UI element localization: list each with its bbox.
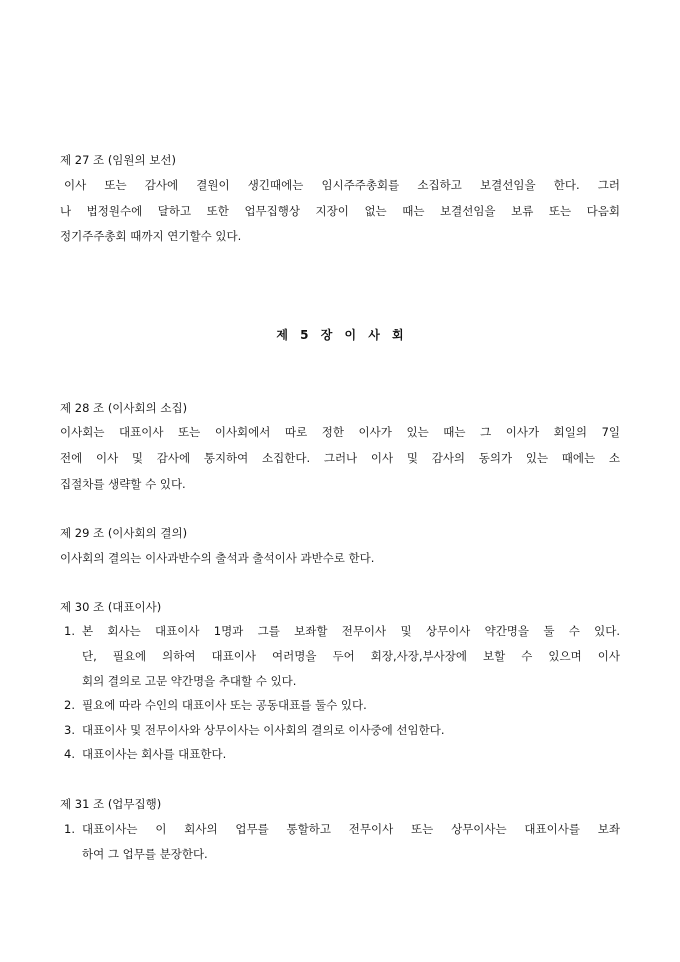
article-28-line-2: 전에 이사 및 감사에 통지하여 소집한다. 그러나 이사 및 감사의 동의가 있는 때에는 소 [60, 451, 620, 465]
article-31-item-1-line-1: 대표이사는 이 회사의 업무를 통할하고 전무이사 또는 상무이사는 대표이사를 보좌 [82, 822, 620, 836]
article-31-item-1-line-2: 하여 그 업무를 분장한다. [82, 847, 208, 861]
article-30-item-3-line-1: 대표이사 및 전무이사와 상무이사는 이사회의 결의로 이사중에 선임한다. [82, 723, 445, 737]
article-30-item-1-line-3: 회의 결의로 고문 약간명을 추대할 수 있다. [82, 674, 297, 688]
article-28-heading: 제 28 조 (이사회의 소집) [60, 401, 188, 415]
article-28-line-3: 집절차를 생략할 수 있다. [60, 477, 186, 491]
article-29-heading: 제 29 조 (이사회의 결의) [60, 526, 188, 540]
article-30-item-3-num: 3. [64, 723, 75, 737]
chapter-title: 제 5 장 이 사 회 [276, 328, 404, 342]
article-31-heading: 제 31 조 (업무집행) [60, 797, 162, 811]
article-31-item-1-num: 1. [64, 822, 75, 836]
article-27-line-3: 정기주주총회 때까지 연기할수 있다. [60, 229, 242, 243]
article-30-item-1-num: 1. [64, 624, 75, 638]
article-30-item-1-line-2: 단, 필요에 의하여 대표이사 여러명을 두어 회장,사장,부사장에 보할 수 있으며 이사 [82, 649, 620, 663]
article-27-heading: 제 27 조 (임원의 보선) [60, 153, 176, 167]
article-29-line-1: 이사회의 결의는 이사과반수의 출석과 출석이사 과반수로 한다. [60, 551, 375, 565]
article-30-heading: 제 30 조 (대표이사) [60, 600, 162, 614]
article-27-line-2: 나 법정원수에 달하고 또한 업무집행상 지장이 없는 때는 보결선임을 보류 또는 다음회 [60, 204, 620, 218]
article-30-item-2-num: 2. [64, 698, 75, 712]
article-30-item-4-num: 4. [64, 747, 75, 761]
article-30-item-4-line-1: 대표이사는 회사를 대표한다. [82, 747, 227, 761]
article-30-item-1-line-1: 본 회사는 대표이사 1명과 그를 보좌할 전무이사 및 상무이사 약간명을 둘 수 있다. [82, 624, 620, 638]
article-30-item-2-line-1: 필요에 따라 수인의 대표이사 또는 공동대표를 둘수 있다. [82, 698, 367, 712]
article-28-line-1: 이사회는 대표이사 또는 이사회에서 따로 정한 이사가 있는 때는 그 이사가 회일의 7일 [60, 425, 620, 439]
article-27-line-1: 이사 또는 감사에 결원이 생긴때에는 임시주주총회를 소집하고 보결선임을 한다. 그러 [64, 178, 620, 192]
